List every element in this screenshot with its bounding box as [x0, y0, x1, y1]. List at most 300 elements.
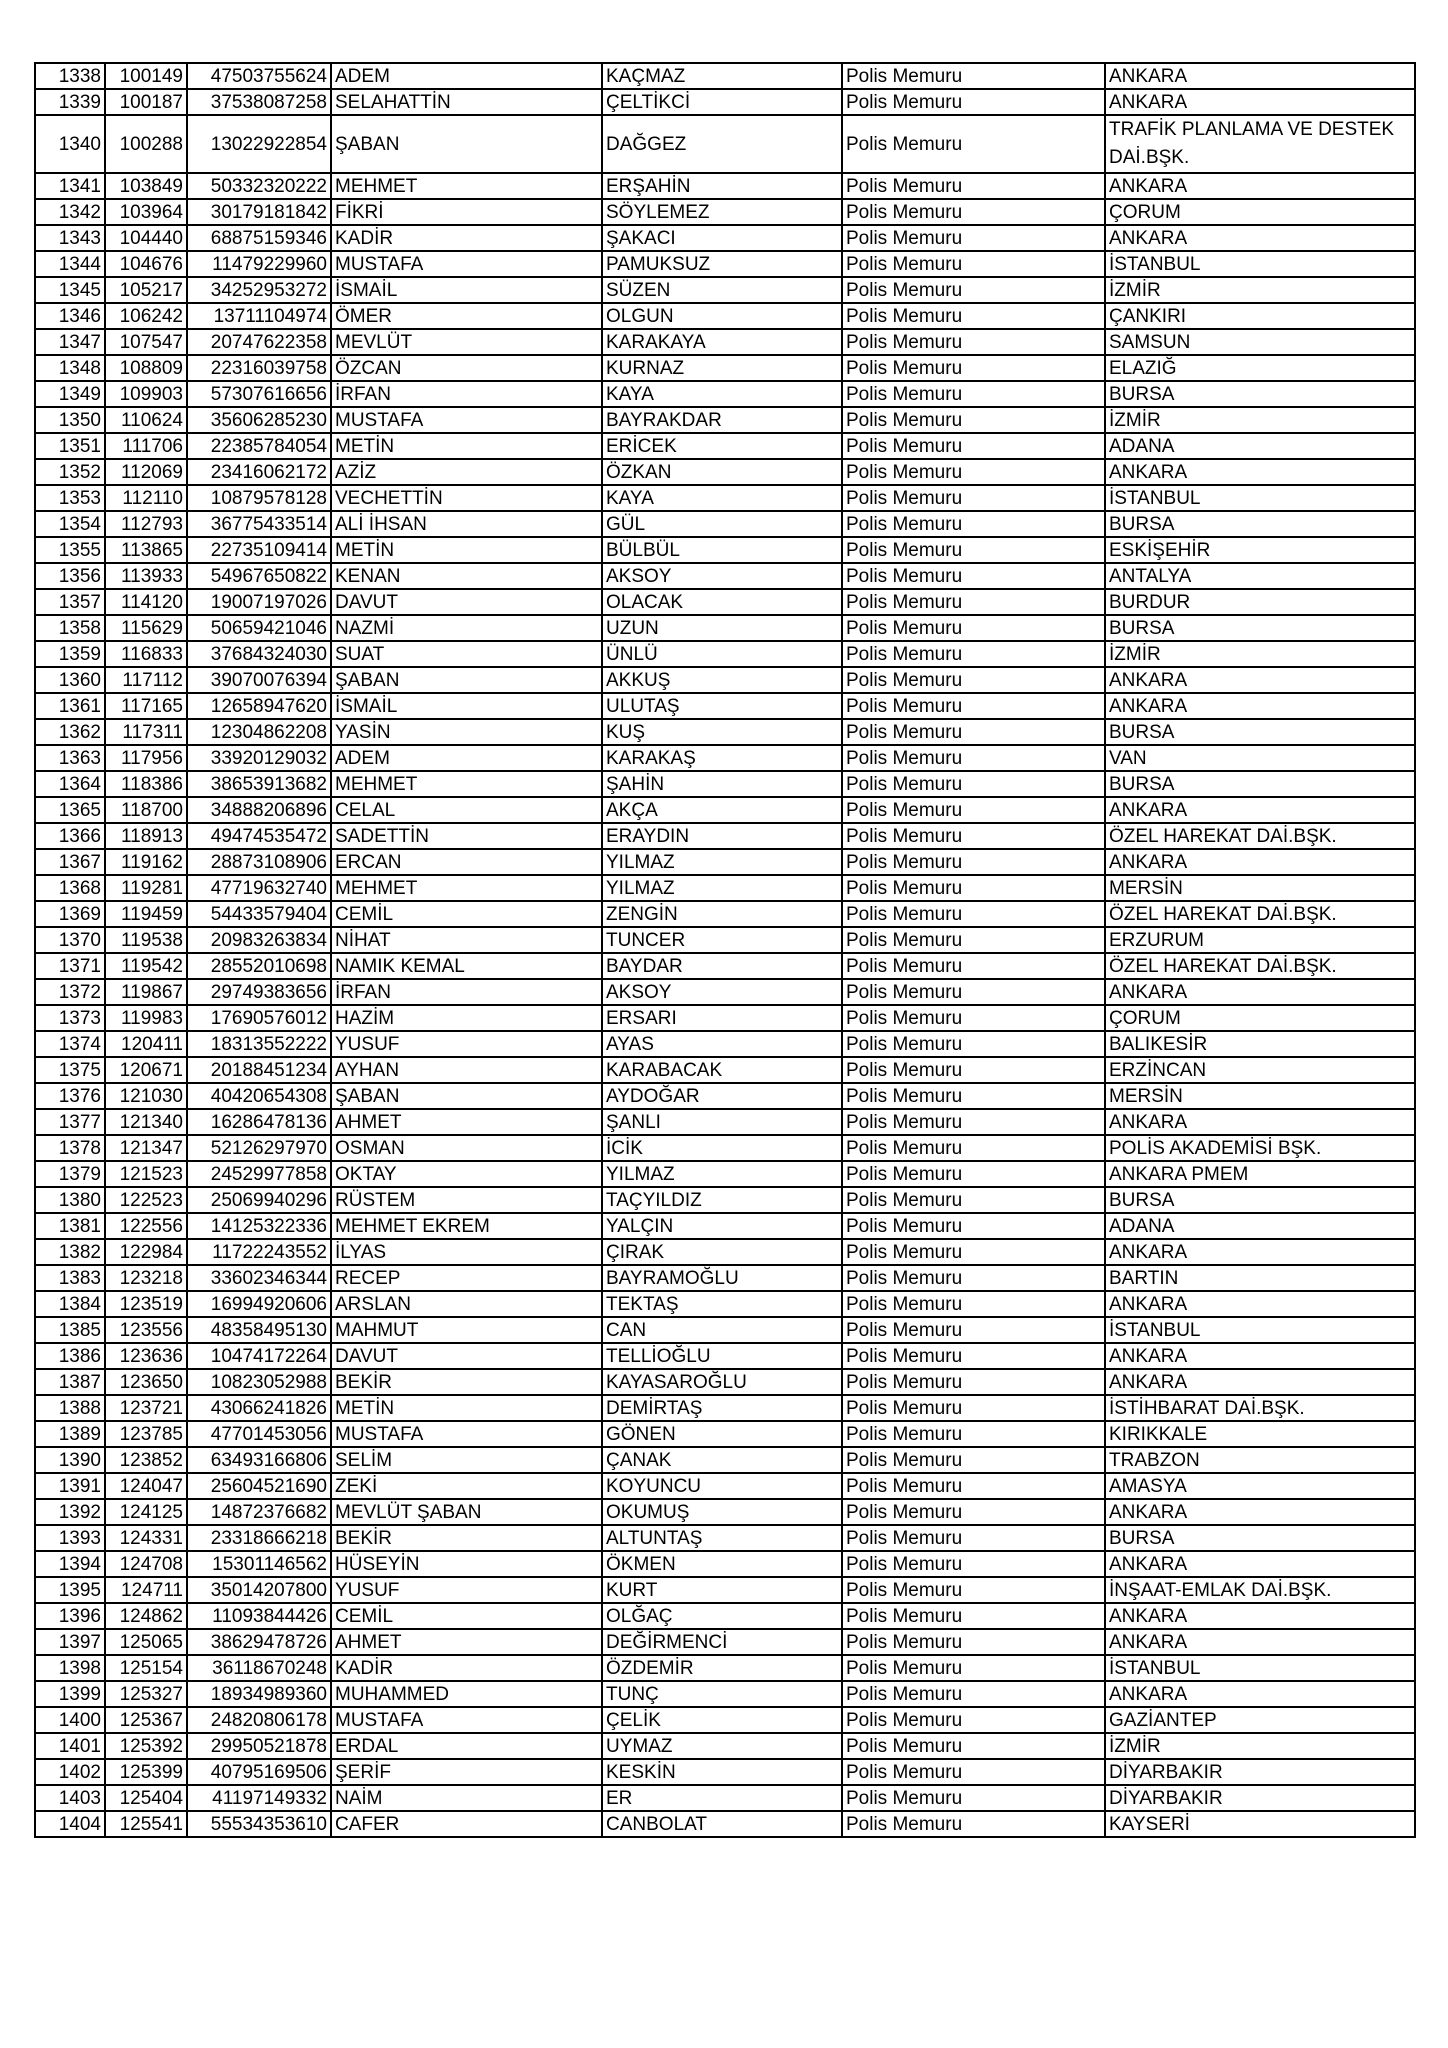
table-row: [35, 459, 1415, 485]
title-cell: Polis Memuru: [842, 1629, 1105, 1655]
first-name-cell: CAFER: [331, 1811, 602, 1837]
table-row: [35, 251, 1415, 277]
unit-cell: GAZİANTEP: [1105, 1707, 1415, 1733]
registry-number-cell: 121523: [105, 1161, 187, 1187]
row-number-cell: 1403: [35, 1785, 105, 1811]
table-row: [35, 1109, 1415, 1135]
title-cell: Polis Memuru: [842, 771, 1105, 797]
row-number-cell: 1361: [35, 693, 105, 719]
row-number-cell: 1401: [35, 1733, 105, 1759]
id-number-cell: 54433579404: [187, 901, 331, 927]
unit-cell: İZMİR: [1105, 407, 1415, 433]
id-number-cell: 23416062172: [187, 459, 331, 485]
unit-cell: ANKARA: [1105, 797, 1415, 823]
first-name-cell: CEMİL: [331, 901, 602, 927]
row-number-cell: 1348: [35, 355, 105, 381]
first-name-cell: MEHMET: [331, 771, 602, 797]
last-name-cell: KARABACAK: [602, 1057, 842, 1083]
first-name-cell: AHMET: [331, 1629, 602, 1655]
first-name-cell: ÖZCAN: [331, 355, 602, 381]
registry-number-cell: 112110: [105, 485, 187, 511]
first-name-cell: NAİM: [331, 1785, 602, 1811]
registry-number-cell: 122523: [105, 1187, 187, 1213]
last-name-cell: SÜZEN: [602, 277, 842, 303]
registry-number-cell: 122556: [105, 1213, 187, 1239]
title-cell: Polis Memuru: [842, 1447, 1105, 1473]
registry-number-cell: 123556: [105, 1317, 187, 1343]
first-name-cell: ARSLAN: [331, 1291, 602, 1317]
first-name-cell: NAMIK KEMAL: [331, 953, 602, 979]
first-name-cell: YUSUF: [331, 1577, 602, 1603]
table-row: [35, 875, 1415, 901]
unit-cell: ELAZIĞ: [1105, 355, 1415, 381]
first-name-cell: ŞABAN: [331, 1083, 602, 1109]
registry-number-cell: 125065: [105, 1629, 187, 1655]
row-number-cell: 1351: [35, 433, 105, 459]
first-name-cell: METİN: [331, 537, 602, 563]
id-number-cell: 40420654308: [187, 1083, 331, 1109]
row-number-cell: 1344: [35, 251, 105, 277]
title-cell: Polis Memuru: [842, 115, 1105, 173]
first-name-cell: HÜSEYİN: [331, 1551, 602, 1577]
unit-cell: ANTALYA: [1105, 563, 1415, 589]
first-name-cell: MUSTAFA: [331, 407, 602, 433]
title-cell: Polis Memuru: [842, 1395, 1105, 1421]
row-number-cell: 1396: [35, 1603, 105, 1629]
title-cell: Polis Memuru: [842, 875, 1105, 901]
id-number-cell: 33602346344: [187, 1265, 331, 1291]
first-name-cell: MUHAMMED: [331, 1681, 602, 1707]
row-number-cell: 1380: [35, 1187, 105, 1213]
first-name-cell: MUSTAFA: [331, 1421, 602, 1447]
unit-cell: BALIKESİR: [1105, 1031, 1415, 1057]
unit-cell: ADANA: [1105, 433, 1415, 459]
row-number-cell: 1404: [35, 1811, 105, 1837]
title-cell: Polis Memuru: [842, 511, 1105, 537]
unit-cell: ANKARA: [1105, 667, 1415, 693]
id-number-cell: 29749383656: [187, 979, 331, 1005]
table-row: [35, 1421, 1415, 1447]
table-row: [35, 329, 1415, 355]
title-cell: Polis Memuru: [842, 303, 1105, 329]
table-row: [35, 1681, 1415, 1707]
row-number-cell: 1338: [35, 63, 105, 89]
table-row: [35, 745, 1415, 771]
table-row: [35, 1811, 1415, 1837]
first-name-cell: ERCAN: [331, 849, 602, 875]
unit-cell: BURSA: [1105, 771, 1415, 797]
title-cell: Polis Memuru: [842, 1005, 1105, 1031]
table-row: [35, 1083, 1415, 1109]
registry-number-cell: 119542: [105, 953, 187, 979]
table-row: [35, 1499, 1415, 1525]
last-name-cell: GÖNEN: [602, 1421, 842, 1447]
last-name-cell: DEMİRTAŞ: [602, 1395, 842, 1421]
id-number-cell: 12658947620: [187, 693, 331, 719]
id-number-cell: 22735109414: [187, 537, 331, 563]
registry-number-cell: 123218: [105, 1265, 187, 1291]
table-row: [35, 115, 1415, 173]
id-number-cell: 57307616656: [187, 381, 331, 407]
row-number-cell: 1387: [35, 1369, 105, 1395]
id-number-cell: 63493166806: [187, 1447, 331, 1473]
registry-number-cell: 121030: [105, 1083, 187, 1109]
registry-number-cell: 125541: [105, 1811, 187, 1837]
table-row: [35, 511, 1415, 537]
unit-cell: ANKARA: [1105, 849, 1415, 875]
first-name-cell: FİKRİ: [331, 199, 602, 225]
last-name-cell: KURNAZ: [602, 355, 842, 381]
registry-number-cell: 104676: [105, 251, 187, 277]
row-number-cell: 1374: [35, 1031, 105, 1057]
title-cell: Polis Memuru: [842, 1187, 1105, 1213]
id-number-cell: 36118670248: [187, 1655, 331, 1681]
title-cell: Polis Memuru: [842, 1603, 1105, 1629]
table-row: [35, 693, 1415, 719]
title-cell: Polis Memuru: [842, 1707, 1105, 1733]
last-name-cell: YALÇIN: [602, 1213, 842, 1239]
unit-cell: ANKARA: [1105, 173, 1415, 199]
unit-cell: ANKARA: [1105, 1239, 1415, 1265]
first-name-cell: MUSTAFA: [331, 251, 602, 277]
unit-cell: TRAFİK PLANLAMA VE DESTEK DAİ.BŞK.: [1105, 115, 1415, 173]
first-name-cell: AZİZ: [331, 459, 602, 485]
row-number-cell: 1385: [35, 1317, 105, 1343]
row-number-cell: 1345: [35, 277, 105, 303]
unit-cell: ANKARA: [1105, 459, 1415, 485]
table-row: [35, 1265, 1415, 1291]
table-row: [35, 1395, 1415, 1421]
first-name-cell: MEVLÜT: [331, 329, 602, 355]
table-row: [35, 563, 1415, 589]
table-row: [35, 303, 1415, 329]
id-number-cell: 30179181842: [187, 199, 331, 225]
last-name-cell: SÖYLEMEZ: [602, 199, 842, 225]
id-number-cell: 28873108906: [187, 849, 331, 875]
unit-cell: BURDUR: [1105, 589, 1415, 615]
id-number-cell: 35606285230: [187, 407, 331, 433]
title-cell: Polis Memuru: [842, 251, 1105, 277]
row-number-cell: 1365: [35, 797, 105, 823]
title-cell: Polis Memuru: [842, 979, 1105, 1005]
title-cell: Polis Memuru: [842, 1525, 1105, 1551]
last-name-cell: DEĞİRMENCİ: [602, 1629, 842, 1655]
title-cell: Polis Memuru: [842, 225, 1105, 251]
registry-number-cell: 124708: [105, 1551, 187, 1577]
first-name-cell: ŞERİF: [331, 1759, 602, 1785]
title-cell: Polis Memuru: [842, 1161, 1105, 1187]
id-number-cell: 20188451234: [187, 1057, 331, 1083]
unit-cell: ANKARA: [1105, 979, 1415, 1005]
id-number-cell: 23318666218: [187, 1525, 331, 1551]
registry-number-cell: 108809: [105, 355, 187, 381]
title-cell: Polis Memuru: [842, 1733, 1105, 1759]
registry-number-cell: 125367: [105, 1707, 187, 1733]
unit-cell: ESKİŞEHİR: [1105, 537, 1415, 563]
registry-number-cell: 123785: [105, 1421, 187, 1447]
title-cell: Polis Memuru: [842, 63, 1105, 89]
table-row: [35, 1733, 1415, 1759]
table-row: [35, 1629, 1415, 1655]
first-name-cell: ALİ İHSAN: [331, 511, 602, 537]
registry-number-cell: 104440: [105, 225, 187, 251]
first-name-cell: ZEKİ: [331, 1473, 602, 1499]
last-name-cell: ÖZDEMİR: [602, 1655, 842, 1681]
unit-cell: BURSA: [1105, 615, 1415, 641]
last-name-cell: KAYA: [602, 381, 842, 407]
table-row: [35, 1057, 1415, 1083]
table-row: [35, 1447, 1415, 1473]
id-number-cell: 47503755624: [187, 63, 331, 89]
first-name-cell: MAHMUT: [331, 1317, 602, 1343]
first-name-cell: MUSTAFA: [331, 1707, 602, 1733]
row-number-cell: 1366: [35, 823, 105, 849]
table-row: [35, 433, 1415, 459]
unit-cell: İSTİHBARAT DAİ.BŞK.: [1105, 1395, 1415, 1421]
row-number-cell: 1343: [35, 225, 105, 251]
last-name-cell: KESKİN: [602, 1759, 842, 1785]
unit-cell: İSTANBUL: [1105, 1317, 1415, 1343]
unit-cell: AMASYA: [1105, 1473, 1415, 1499]
title-cell: Polis Memuru: [842, 277, 1105, 303]
first-name-cell: ADEM: [331, 745, 602, 771]
title-cell: Polis Memuru: [842, 953, 1105, 979]
last-name-cell: UZUN: [602, 615, 842, 641]
table-body: [35, 63, 1415, 1837]
registry-number-cell: 125404: [105, 1785, 187, 1811]
title-cell: Polis Memuru: [842, 1265, 1105, 1291]
unit-cell: ADANA: [1105, 1213, 1415, 1239]
row-number-cell: 1391: [35, 1473, 105, 1499]
registry-number-cell: 121347: [105, 1135, 187, 1161]
row-number-cell: 1398: [35, 1655, 105, 1681]
table-row: [35, 979, 1415, 1005]
unit-cell: ANKARA: [1105, 1681, 1415, 1707]
row-number-cell: 1378: [35, 1135, 105, 1161]
row-number-cell: 1362: [35, 719, 105, 745]
row-number-cell: 1394: [35, 1551, 105, 1577]
table-row: [35, 1317, 1415, 1343]
unit-cell: İZMİR: [1105, 641, 1415, 667]
table-row: [35, 1343, 1415, 1369]
registry-number-cell: 112793: [105, 511, 187, 537]
title-cell: Polis Memuru: [842, 407, 1105, 433]
first-name-cell: MEHMET EKREM: [331, 1213, 602, 1239]
id-number-cell: 24529977858: [187, 1161, 331, 1187]
first-name-cell: DAVUT: [331, 1343, 602, 1369]
id-number-cell: 35014207800: [187, 1577, 331, 1603]
row-number-cell: 1356: [35, 563, 105, 589]
table-row: [35, 1369, 1415, 1395]
row-number-cell: 1386: [35, 1343, 105, 1369]
unit-cell: MERSİN: [1105, 1083, 1415, 1109]
last-name-cell: ŞANLI: [602, 1109, 842, 1135]
table-row: [35, 63, 1415, 89]
row-number-cell: 1369: [35, 901, 105, 927]
title-cell: Polis Memuru: [842, 537, 1105, 563]
title-cell: Polis Memuru: [842, 1681, 1105, 1707]
registry-number-cell: 103849: [105, 173, 187, 199]
unit-cell: POLİS AKADEMİSİ BŞK.: [1105, 1135, 1415, 1161]
last-name-cell: KUŞ: [602, 719, 842, 745]
unit-cell: VAN: [1105, 745, 1415, 771]
registry-number-cell: 125327: [105, 1681, 187, 1707]
first-name-cell: DAVUT: [331, 589, 602, 615]
registry-number-cell: 116833: [105, 641, 187, 667]
registry-number-cell: 124711: [105, 1577, 187, 1603]
last-name-cell: ÇELTİKCİ: [602, 89, 842, 115]
id-number-cell: 10823052988: [187, 1369, 331, 1395]
first-name-cell: İRFAN: [331, 979, 602, 1005]
first-name-cell: METİN: [331, 433, 602, 459]
last-name-cell: KARAKAŞ: [602, 745, 842, 771]
first-name-cell: MEHMET: [331, 875, 602, 901]
first-name-cell: AYHAN: [331, 1057, 602, 1083]
row-number-cell: 1373: [35, 1005, 105, 1031]
table-row: [35, 1213, 1415, 1239]
last-name-cell: CAN: [602, 1317, 842, 1343]
unit-cell: İSTANBUL: [1105, 251, 1415, 277]
title-cell: Polis Memuru: [842, 1291, 1105, 1317]
row-number-cell: 1364: [35, 771, 105, 797]
title-cell: Polis Memuru: [842, 1421, 1105, 1447]
table-row: [35, 1239, 1415, 1265]
id-number-cell: 10474172264: [187, 1343, 331, 1369]
row-number-cell: 1402: [35, 1759, 105, 1785]
first-name-cell: NAZMİ: [331, 615, 602, 641]
id-number-cell: 41197149332: [187, 1785, 331, 1811]
first-name-cell: KADİR: [331, 225, 602, 251]
last-name-cell: DAĞGEZ: [602, 115, 842, 173]
table-row: [35, 771, 1415, 797]
first-name-cell: KADİR: [331, 1655, 602, 1681]
first-name-cell: CEMİL: [331, 1603, 602, 1629]
table-row: [35, 485, 1415, 511]
first-name-cell: ADEM: [331, 63, 602, 89]
registry-number-cell: 117311: [105, 719, 187, 745]
last-name-cell: İCİK: [602, 1135, 842, 1161]
title-cell: Polis Memuru: [842, 173, 1105, 199]
unit-cell: ANKARA PMEM: [1105, 1161, 1415, 1187]
table-row: [35, 667, 1415, 693]
first-name-cell: YUSUF: [331, 1031, 602, 1057]
last-name-cell: ERSARI: [602, 1005, 842, 1031]
last-name-cell: OLACAK: [602, 589, 842, 615]
unit-cell: ÇANKIRI: [1105, 303, 1415, 329]
last-name-cell: KURT: [602, 1577, 842, 1603]
table-row: [35, 1187, 1415, 1213]
registry-number-cell: 118386: [105, 771, 187, 797]
registry-number-cell: 125154: [105, 1655, 187, 1681]
first-name-cell: YASİN: [331, 719, 602, 745]
table-row: [35, 1525, 1415, 1551]
last-name-cell: TEKTAŞ: [602, 1291, 842, 1317]
registry-number-cell: 100288: [105, 115, 187, 173]
title-cell: Polis Memuru: [842, 89, 1105, 115]
unit-cell: MERSİN: [1105, 875, 1415, 901]
table-row: [35, 407, 1415, 433]
row-number-cell: 1384: [35, 1291, 105, 1317]
first-name-cell: RECEP: [331, 1265, 602, 1291]
title-cell: Polis Memuru: [842, 1213, 1105, 1239]
unit-cell: ÇORUM: [1105, 199, 1415, 225]
id-number-cell: 18934989360: [187, 1681, 331, 1707]
unit-cell: ERZİNCAN: [1105, 1057, 1415, 1083]
last-name-cell: OLĞAÇ: [602, 1603, 842, 1629]
row-number-cell: 1372: [35, 979, 105, 1005]
unit-cell: ANKARA: [1105, 1343, 1415, 1369]
last-name-cell: KAYA: [602, 485, 842, 511]
unit-cell: İSTANBUL: [1105, 1655, 1415, 1681]
row-number-cell: 1367: [35, 849, 105, 875]
unit-cell: BURSA: [1105, 1525, 1415, 1551]
row-number-cell: 1359: [35, 641, 105, 667]
registry-number-cell: 124331: [105, 1525, 187, 1551]
row-number-cell: 1379: [35, 1161, 105, 1187]
id-number-cell: 17690576012: [187, 1005, 331, 1031]
id-number-cell: 12304862208: [187, 719, 331, 745]
row-number-cell: 1376: [35, 1083, 105, 1109]
unit-cell: BURSA: [1105, 381, 1415, 407]
last-name-cell: KAÇMAZ: [602, 63, 842, 89]
last-name-cell: ALTUNTAŞ: [602, 1525, 842, 1551]
first-name-cell: BEKİR: [331, 1525, 602, 1551]
table-row: [35, 1135, 1415, 1161]
title-cell: Polis Memuru: [842, 1473, 1105, 1499]
last-name-cell: AKKUŞ: [602, 667, 842, 693]
table-row: [35, 589, 1415, 615]
title-cell: Polis Memuru: [842, 641, 1105, 667]
table-row: [35, 173, 1415, 199]
table-row: [35, 1785, 1415, 1811]
id-number-cell: 13711104974: [187, 303, 331, 329]
title-cell: Polis Memuru: [842, 693, 1105, 719]
title-cell: Polis Memuru: [842, 381, 1105, 407]
title-cell: Polis Memuru: [842, 1317, 1105, 1343]
title-cell: Polis Memuru: [842, 1499, 1105, 1525]
id-number-cell: 68875159346: [187, 225, 331, 251]
id-number-cell: 34252953272: [187, 277, 331, 303]
title-cell: Polis Memuru: [842, 667, 1105, 693]
registry-number-cell: 123852: [105, 1447, 187, 1473]
last-name-cell: CANBOLAT: [602, 1811, 842, 1837]
last-name-cell: ÇELİK: [602, 1707, 842, 1733]
table-row: [35, 199, 1415, 225]
registry-number-cell: 110624: [105, 407, 187, 433]
table-row: [35, 849, 1415, 875]
first-name-cell: HAZİM: [331, 1005, 602, 1031]
first-name-cell: KENAN: [331, 563, 602, 589]
id-number-cell: 43066241826: [187, 1395, 331, 1421]
first-name-cell: SADETTİN: [331, 823, 602, 849]
row-number-cell: 1371: [35, 953, 105, 979]
row-number-cell: 1346: [35, 303, 105, 329]
title-cell: Polis Memuru: [842, 485, 1105, 511]
first-name-cell: ÖMER: [331, 303, 602, 329]
id-number-cell: 18313552222: [187, 1031, 331, 1057]
title-cell: Polis Memuru: [842, 329, 1105, 355]
unit-cell: ANKARA: [1105, 1109, 1415, 1135]
registry-number-cell: 124047: [105, 1473, 187, 1499]
title-cell: Polis Memuru: [842, 355, 1105, 381]
first-name-cell: RÜSTEM: [331, 1187, 602, 1213]
first-name-cell: NİHAT: [331, 927, 602, 953]
last-name-cell: KARAKAYA: [602, 329, 842, 355]
unit-cell: ANKARA: [1105, 225, 1415, 251]
unit-cell: ÖZEL HAREKAT DAİ.BŞK.: [1105, 823, 1415, 849]
id-number-cell: 50659421046: [187, 615, 331, 641]
id-number-cell: 24820806178: [187, 1707, 331, 1733]
